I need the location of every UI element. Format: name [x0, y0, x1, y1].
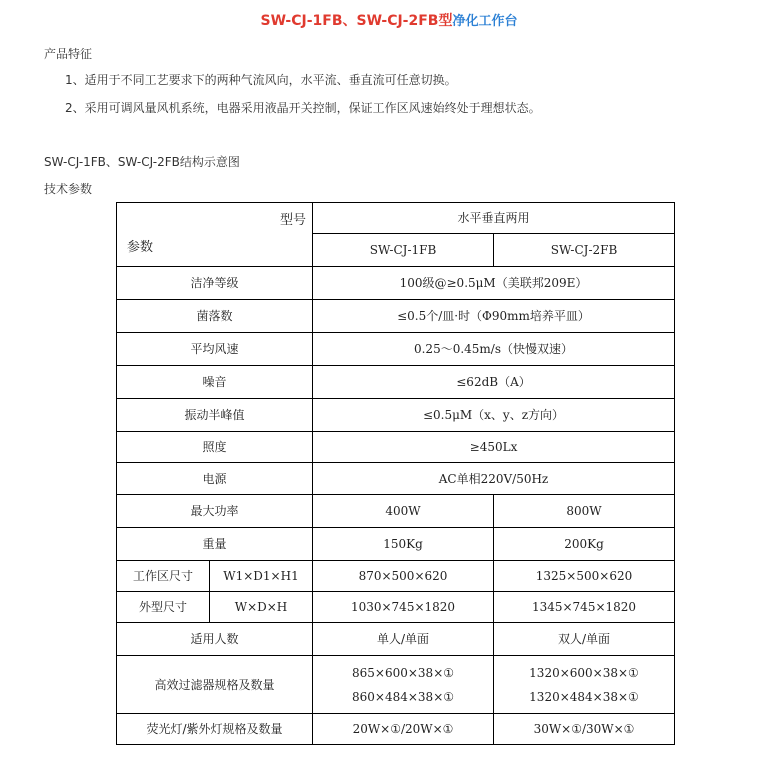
row-label: 高效过滤器规格及数量	[117, 656, 313, 714]
filter-spec-1b: 860×484×38×①	[352, 689, 454, 704]
table-row	[117, 714, 675, 745]
table-row	[117, 463, 675, 495]
feature-item-1: 1、适用于不同工艺要求下的两种气流风向，水平流、垂直流可任意切换。	[65, 73, 457, 87]
row-value: ≤0.5μM（x、y、z方向）	[313, 399, 675, 432]
row-value-1: 单人/单面	[313, 623, 494, 656]
table-row	[117, 300, 675, 333]
row-value-1: 400W	[313, 495, 494, 528]
row-label: 工作区尺寸	[117, 561, 210, 592]
row-value-1: 1030×745×1820	[313, 592, 494, 623]
table-row	[117, 656, 675, 714]
row-label: 重量	[117, 528, 313, 561]
table-row	[117, 592, 675, 623]
filter-spec-2a: 1320×600×38×①	[529, 665, 639, 680]
spec-heading: 技术参数	[44, 182, 93, 196]
table-row	[117, 432, 675, 463]
row-label: 适用人数	[117, 623, 313, 656]
title-product: 净化工作台	[452, 14, 518, 29]
row-label: 电源	[117, 463, 313, 495]
row-value-2: 1345×745×1820	[494, 592, 675, 623]
row-value: AC单相220V/50Hz	[313, 463, 675, 495]
row-label: 最大功率	[117, 495, 313, 528]
row-value-2: 双人/单面	[494, 623, 675, 656]
features-heading: 产品特征	[44, 47, 93, 61]
table-row	[117, 399, 675, 432]
row-value-2	[494, 656, 675, 714]
table-row	[117, 528, 675, 561]
row-value: ≤0.5个/皿·时（Φ90mm培养平皿）	[313, 300, 675, 333]
row-value-2: 200Kg	[494, 528, 675, 561]
header-model-label: 型号	[279, 213, 306, 228]
table-row	[117, 333, 675, 366]
row-label: 荧光灯/紫外灯规格及数量	[117, 714, 313, 745]
row-dims: W1×D1×H1	[210, 561, 313, 592]
table-row	[117, 203, 675, 234]
row-label: 振动半峰值	[117, 399, 313, 432]
table-row	[117, 366, 675, 399]
row-label: 菌落数	[117, 300, 313, 333]
header-model-2: SW-CJ-2FB	[494, 234, 675, 267]
page-title	[0, 10, 778, 30]
row-value-1: 150Kg	[313, 528, 494, 561]
row-value-1: 20W×①/20W×①	[313, 714, 494, 745]
row-dims: W×D×H	[210, 592, 313, 623]
table-row	[117, 561, 675, 592]
row-value-1: 870×500×620	[313, 561, 494, 592]
table-row	[117, 495, 675, 528]
row-label: 平均风速	[117, 333, 313, 366]
spec-table	[116, 202, 675, 745]
header-group: 水平垂直两用	[313, 203, 675, 234]
row-label: 照度	[117, 432, 313, 463]
row-value: 0.25～0.45m/s（快慢双速）	[313, 333, 675, 366]
filter-spec-2b: 1320×484×38×①	[529, 689, 639, 704]
row-value-2: 1325×500×620	[494, 561, 675, 592]
row-value: ≤62dB（A）	[313, 366, 675, 399]
header-corner-cell	[117, 203, 313, 267]
title-model: SW-CJ-1FB、SW-CJ-2FB型	[260, 13, 453, 29]
row-label: 噪音	[117, 366, 313, 399]
table-row	[117, 623, 675, 656]
feature-item-2: 2、采用可调风量风机系统，电器采用液晶开关控制，保证工作区风速始终处于理想状态。	[65, 101, 541, 115]
diagram-heading: SW-CJ-1FB、SW-CJ-2FB结构示意图	[44, 155, 240, 169]
row-value-2: 800W	[494, 495, 675, 528]
table-row	[117, 267, 675, 300]
row-label: 外型尺寸	[117, 592, 210, 623]
row-value: 100级@≥0.5μM（美联邦209E）	[313, 267, 675, 300]
row-value: ≥450Lx	[313, 432, 675, 463]
row-value-2: 30W×①/30W×①	[494, 714, 675, 745]
filter-spec-1a: 865×600×38×①	[352, 665, 454, 680]
header-param-label: 参数	[127, 240, 154, 255]
row-value-1	[313, 656, 494, 714]
row-label: 洁净等级	[117, 267, 313, 300]
header-model-1: SW-CJ-1FB	[313, 234, 494, 267]
